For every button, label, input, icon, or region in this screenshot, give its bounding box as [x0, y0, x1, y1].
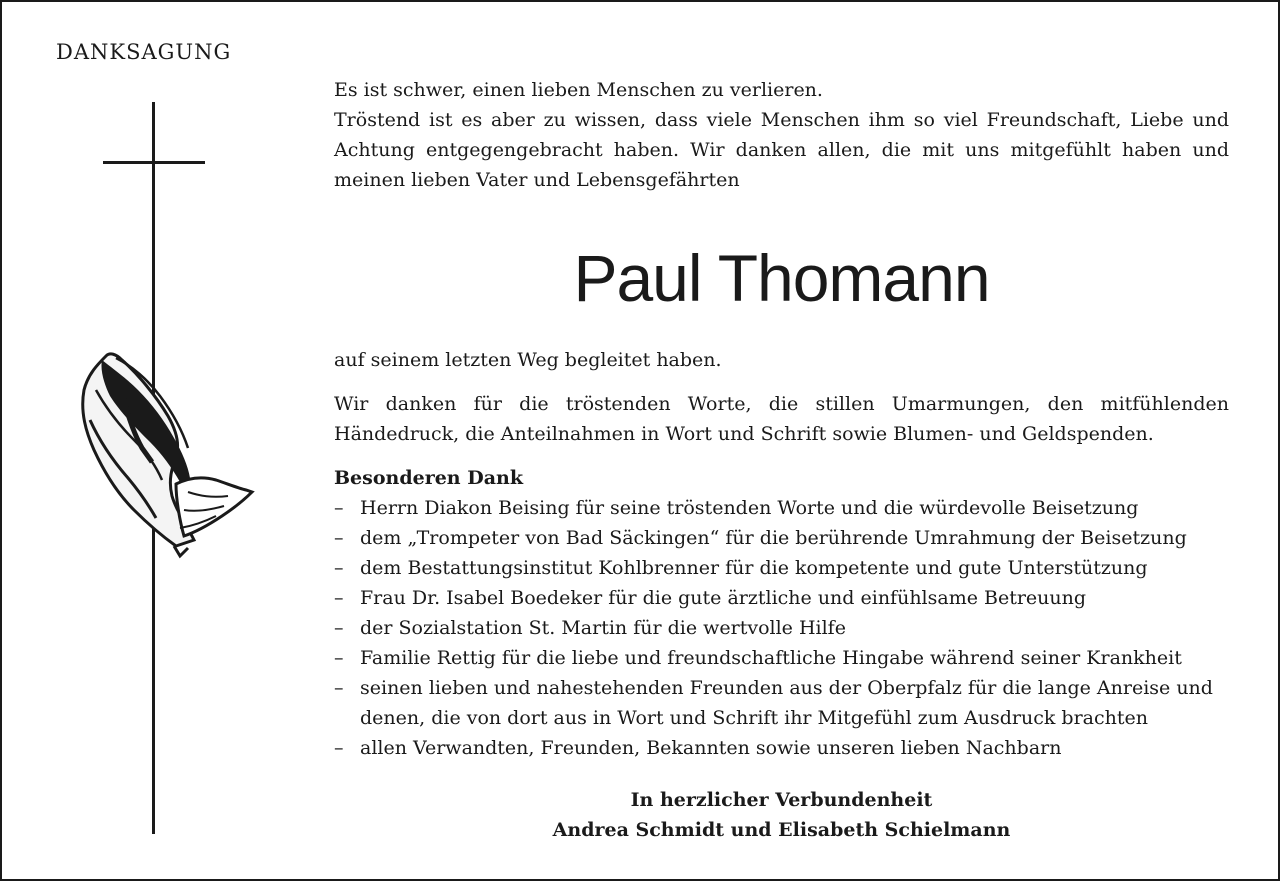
list-item-text: der Sozialstation St. Martin für die wertvolle Hilfe: [360, 617, 846, 639]
after-name-line: auf seinem letzten Weg begleitet haben.: [334, 349, 722, 371]
bullet-dash: –: [334, 647, 344, 669]
intro-paragraph: Tröstend ist es aber zu wissen, dass viele Menschen ihm so viel Freundschaft, Liebe und Achtung entgegengebracht haben. Wir danken allen, die mit uns mitgefühlt haben und meinen lieben Vater und Lebensgefährten: [334, 109, 1229, 191]
bullet-dash: –: [334, 587, 344, 609]
bullet-dash: –: [334, 557, 344, 579]
notice-heading: DANKSAGUNG: [56, 40, 232, 64]
bullet-dash: –: [334, 617, 344, 639]
bullet-dash: –: [334, 677, 344, 699]
list-item-text: dem „Trompeter von Bad Säckingen“ für die berührende Umrahmung der Beisetzung: [360, 527, 1187, 549]
list-item-text: Frau Dr. Isabel Boedeker für die gute ärztliche und einfühlsame Betreuung: [360, 587, 1087, 609]
list-item-text: seinen lieben und nahestehenden Freunden aus der Oberpfalz für die lange Anreise und denen, die von dort aus in Wort und Schrift ihr Mitgefühl zum Ausdruck brachten: [360, 677, 1213, 729]
notice-body: [334, 75, 1229, 845]
bullet-dash: –: [334, 737, 344, 759]
closing-block: [334, 785, 1229, 845]
list-item: [334, 613, 1229, 643]
list-item-text: allen Verwandten, Freunden, Bekannten sowie unseren lieben Nachbarn: [360, 737, 1062, 759]
list-item: [334, 733, 1229, 763]
list-item: [334, 523, 1229, 553]
deceased-name: Paul Thomann: [573, 241, 990, 315]
bullet-dash: –: [334, 527, 344, 549]
thanks-paragraph: Wir danken für die tröstenden Worte, die stillen Umarmungen, den mitfühlenden Händedruck, die Anteilnahmen in Wort und Schrift sowie Blumen- und Geldspenden.: [334, 393, 1229, 445]
special-thanks-list: [334, 493, 1229, 763]
special-thanks-title: Besonderen Dank: [334, 467, 523, 489]
list-item: [334, 583, 1229, 613]
list-item: [334, 553, 1229, 583]
bullet-dash: –: [334, 497, 344, 519]
list-item: [334, 493, 1229, 523]
list-item-text: Familie Rettig für die liebe und freundschaftliche Hingabe während seiner Krankheit: [360, 647, 1182, 669]
intro-line-1: Es ist schwer, einen lieben Menschen zu verlieren.: [334, 79, 823, 101]
closing-line-1: In herzlicher Verbundenheit: [630, 789, 933, 811]
list-item-text: dem Bestattungsinstitut Kohlbrenner für die kompetente und gute Unterstützung: [360, 557, 1148, 579]
list-item: [334, 673, 1229, 733]
list-item: [334, 643, 1229, 673]
list-item-text: Herrn Diakon Beising für seine tröstenden Worte und die würdevolle Beisetzung: [360, 497, 1139, 519]
praying-hands-icon: [76, 350, 256, 562]
cross-bar: [103, 161, 205, 164]
closing-signatories: Andrea Schmidt und Elisabeth Schielmann: [552, 819, 1011, 841]
